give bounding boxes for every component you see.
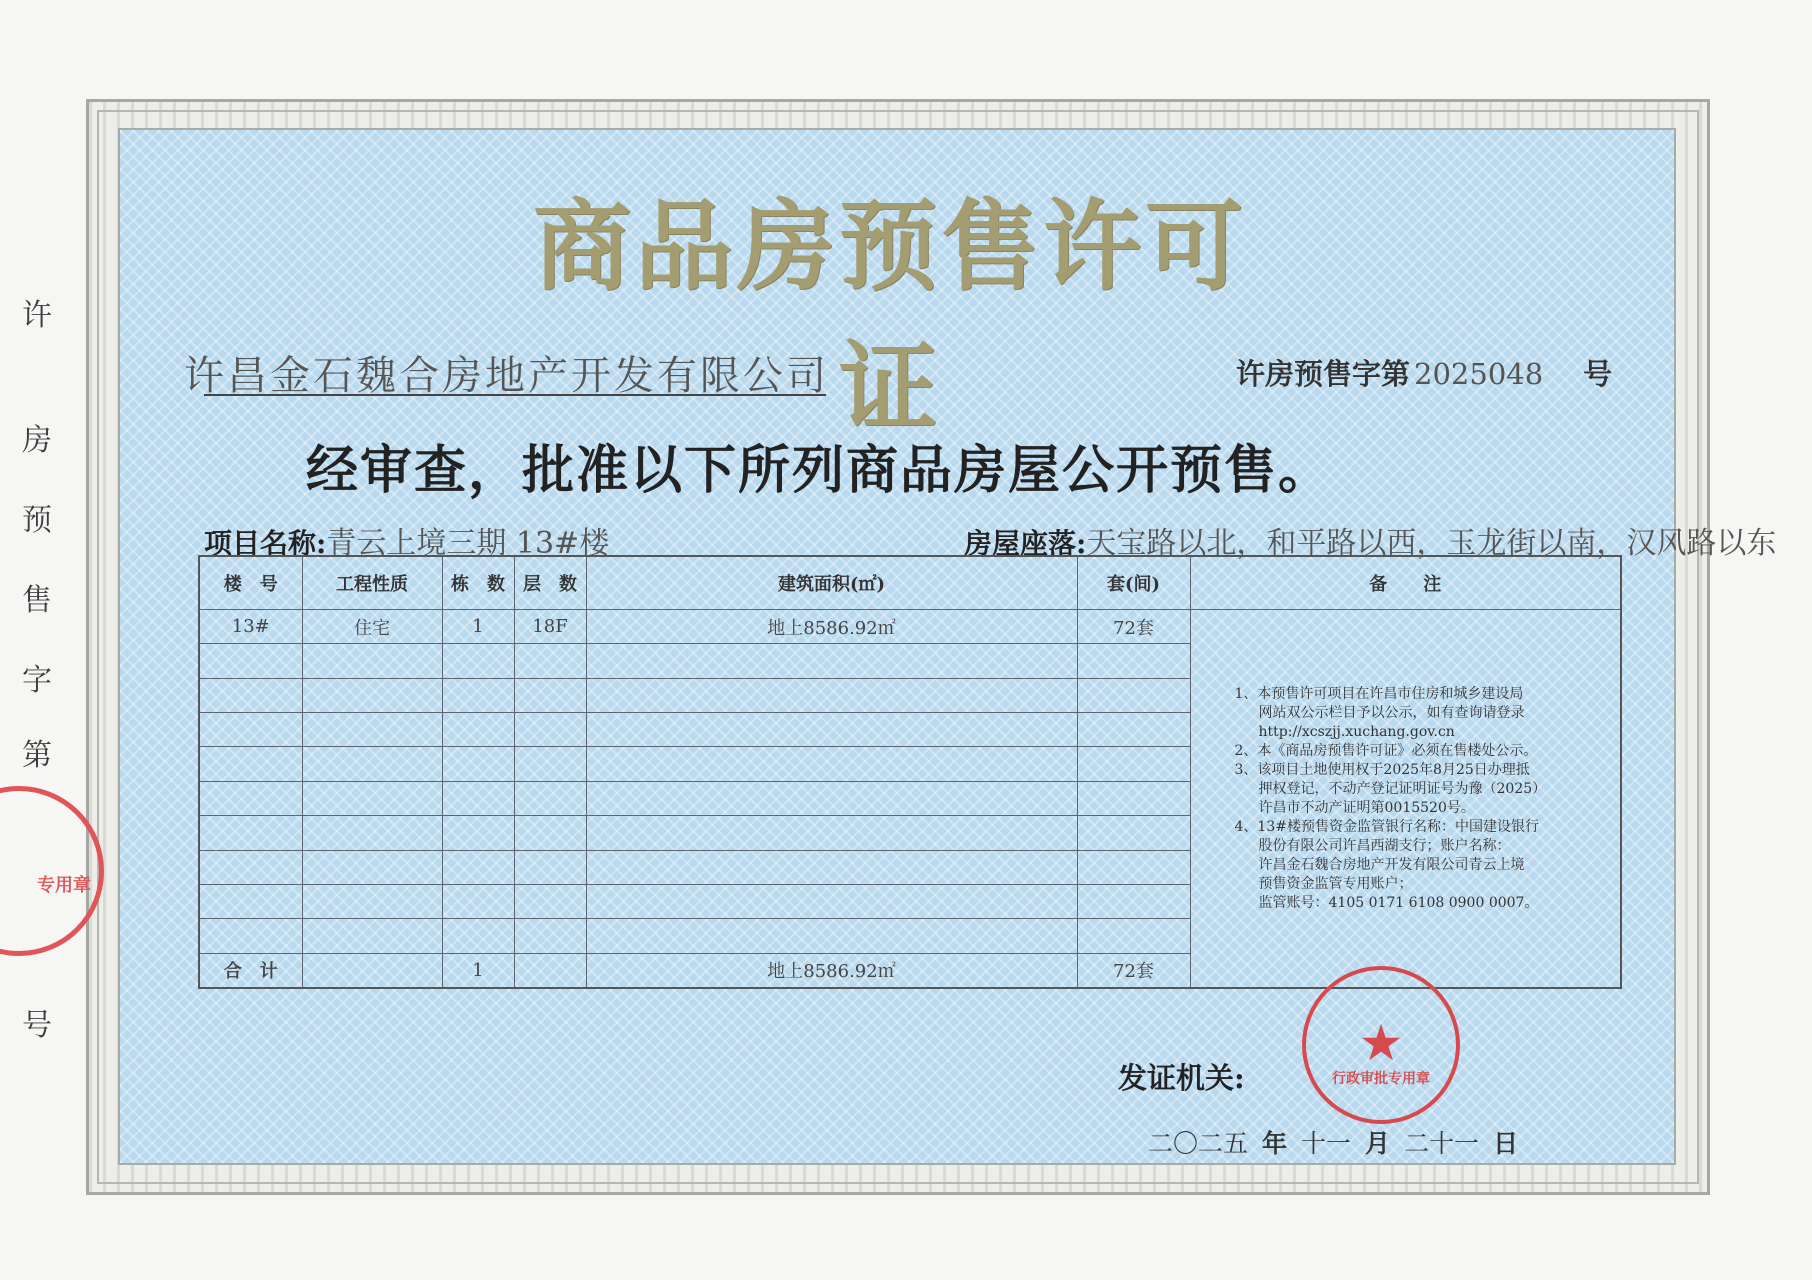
header-project-type: 工程性质 <box>302 556 442 610</box>
certificate-title: 商品房预售许可证 <box>532 189 1247 445</box>
stub-char: 号 <box>22 1008 52 1043</box>
total-floor-area: 地上8586.92㎡ <box>586 953 1077 988</box>
table-header-row <box>199 556 1621 610</box>
company-name: 许昌金石魏合房地产开发有限公司 <box>184 353 829 399</box>
note-line: 4、13#楼预售资金监管银行名称：中国建设银行 <box>1234 818 1539 835</box>
location-value: 天宝路以北，和平路以西，玉龙街以南，汉风路以东 <box>1086 526 1777 561</box>
partial-seal-text: 专用章 <box>37 875 91 896</box>
table-row <box>199 610 1621 644</box>
stub-char: 许 <box>22 298 52 333</box>
note-line: 网站双公示栏目予以公示，如有查询请登录 <box>1258 704 1525 721</box>
note-line: 许昌金石魏合房地产开发有限公司青云上境 <box>1258 856 1525 873</box>
license-value: 2025048 <box>1414 357 1544 391</box>
approval-statement: 经审查，批准以下所列商品房屋公开预售。 <box>306 440 1333 501</box>
license-prefix: 许房预售字第 <box>1236 357 1411 391</box>
note-line: 许昌市不动产证明第0015520号。 <box>1258 799 1475 816</box>
note-line: 预售资金监管专用账户； <box>1258 875 1413 892</box>
note-line: 2、本《商品房预售许可证》必须在售楼处公示。 <box>1234 742 1538 759</box>
official-seal <box>1302 966 1460 1124</box>
cell-floors: 18F <box>514 610 586 644</box>
stub-char: 字 <box>22 663 52 698</box>
location-label: 房屋座落: <box>964 527 1087 560</box>
total-building-count: 1 <box>442 953 514 988</box>
cell-building-count: 1 <box>442 610 514 644</box>
header-remarks: 备 注 <box>1190 556 1621 610</box>
stub-char: 第 <box>22 738 52 773</box>
presale-table <box>198 555 1622 989</box>
issue-date <box>1148 1124 1532 1160</box>
license-number <box>1236 352 1612 393</box>
company-underline <box>204 394 826 396</box>
header-building-no: 楼 号 <box>199 556 302 610</box>
header-floor-area: 建筑面积(㎡) <box>586 556 1077 610</box>
total-project-type <box>302 953 442 988</box>
cell-building-no: 13# <box>199 610 302 644</box>
cell-units: 72套 <box>1077 610 1190 644</box>
note-line: 股份有限公司许昌西湖支行；账户名称： <box>1258 837 1511 854</box>
note-line: 押权登记，不动产登记证明证号为豫（2025） <box>1258 780 1547 797</box>
remarks-cell <box>1190 610 1621 989</box>
cell-floor-area: 地上8586.92㎡ <box>586 610 1077 644</box>
header-units: 套(间) <box>1077 556 1190 610</box>
date-month-unit: 月 <box>1365 1129 1391 1158</box>
seal-text: 行政审批专用章 <box>1332 1071 1430 1087</box>
header-floors: 层 数 <box>514 556 586 610</box>
note-line: 1、本预售许可项目在许昌市住房和城乡建设局 <box>1234 685 1524 702</box>
total-floors <box>514 953 586 988</box>
date-day: 二十一 <box>1404 1129 1480 1158</box>
date-year-unit: 年 <box>1262 1129 1288 1158</box>
seal-star-icon: ★ <box>1358 1014 1404 1072</box>
header-building-count: 栋 数 <box>442 556 514 610</box>
total-label: 合 计 <box>199 953 302 988</box>
total-units: 72套 <box>1077 953 1190 988</box>
project-value: 青云上境三期 13#楼 <box>326 526 610 561</box>
license-suffix: 号 <box>1583 357 1613 391</box>
stub-char: 房 <box>22 423 52 458</box>
note-line: http://xcszjj.xuchang.gov.cn <box>1258 723 1455 740</box>
date-year: 二〇二五 <box>1148 1129 1249 1158</box>
issuing-authority-label: 发证机关: <box>1118 1061 1245 1095</box>
note-line: 3、该项目土地使用权于2025年8月25日办理抵 <box>1234 761 1530 778</box>
cell-project-type: 住宅 <box>302 610 442 644</box>
project-label: 项目名称: <box>204 527 327 560</box>
note-line: 监管账号：4105 0171 6108 0900 0007。 <box>1258 894 1539 911</box>
stub-char: 售 <box>22 583 52 618</box>
date-month: 十一 <box>1301 1129 1352 1158</box>
date-day-unit: 日 <box>1493 1129 1519 1158</box>
stub-char: 预 <box>22 503 52 538</box>
